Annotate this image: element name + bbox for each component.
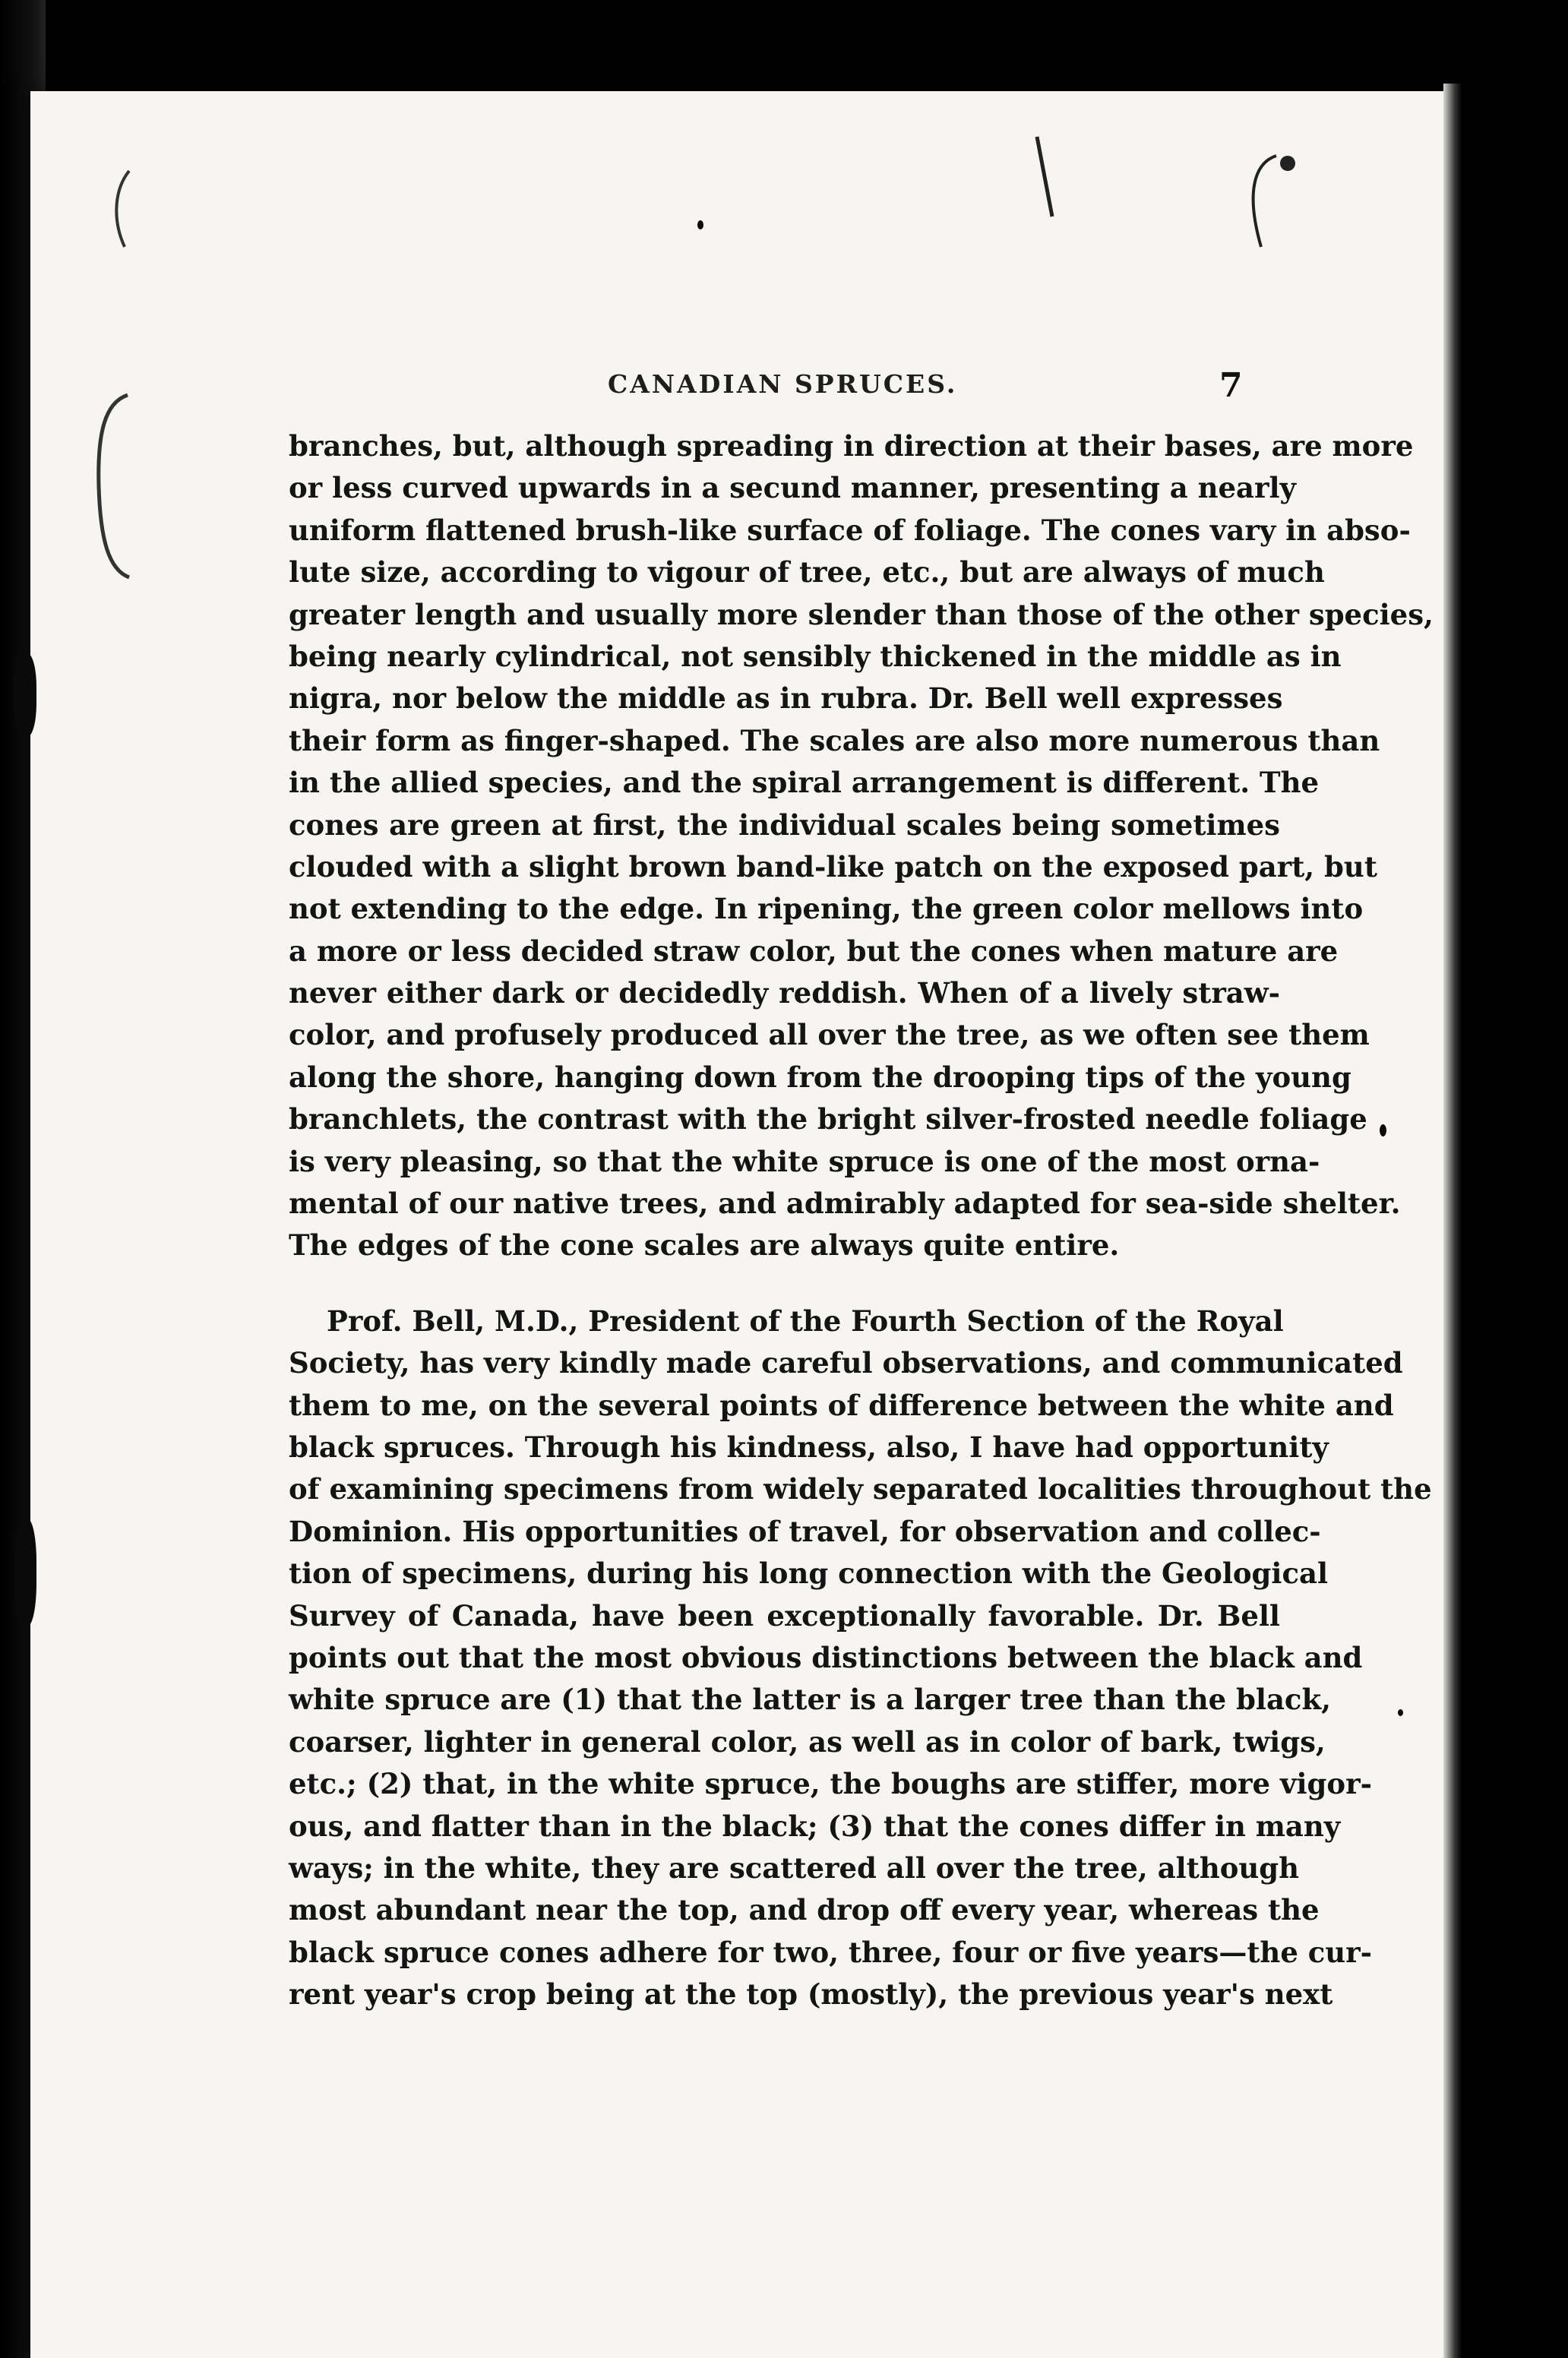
paragraph-1 [289,425,1434,1267]
text-line: is very pleasing, so that the white spruce is one of the most orna- [289,1144,1320,1178]
text-line: being nearly cylindrical, not sensibly thickened in the middle as in [289,639,1342,673]
body-text [289,425,1434,2015]
text-line: clouded with a slight brown band-like patch on the exposed part, but [289,849,1377,883]
running-title: CANADIAN SPRUCES. [608,369,958,399]
scan-mark-tick-icon [1029,133,1090,224]
text-line: most abundant near the top, and drop off every year, whereas the [289,1893,1320,1927]
scan-mark-curve-icon [106,167,137,251]
scan-speck [1398,1709,1403,1716]
text-line: never either dark or decidedly reddish. When of a lively straw- [289,976,1280,1010]
text-line: Dominion. His opportunities of travel, for observation and collec- [289,1514,1321,1548]
text-line: coarser, lighter in general color, as well as in color of bark, twigs, [289,1724,1326,1759]
text-line: ous, and flatter than in the black; (3) that the cones differ in many [289,1809,1341,1843]
paragraph-2 [289,1301,1432,2016]
text-line: their form as finger-shaped. The scales are also more numerous than [289,723,1380,757]
scan-speck [697,220,703,229]
text-line: of examining specimens from widely separated localities throughout the [289,1472,1432,1506]
scan-mark-bracket-icon [90,387,135,585]
scan-speck [1380,1124,1386,1136]
scan-smudge [14,653,36,737]
scan-mark-hook-icon [1231,148,1307,254]
text-line: or less curved upwards in a secund manner, presenting a nearly [289,471,1297,505]
text-line: cones are green at first, the individual scales being sometimes [289,808,1280,842]
book-page [30,91,1443,2358]
text-line: Survey of Canada, have been exceptionally favorable. Dr. Bell [289,1598,1280,1633]
text-line: The edges of the cone scales are always quite entire. [289,1228,1120,1263]
page-edge [1443,84,1462,2358]
text-line: black spruces. Through his kindness, also, I have had opportunity [289,1430,1329,1464]
text-line: nigra, nor below the middle as in rubra. Dr. Bell well expresses [289,681,1283,716]
running-head [30,366,1443,415]
text-line: etc.; (2) that, in the white spruce, the boughs are stiffer, more vigor- [289,1767,1372,1801]
text-line: uniform flattened brush-like surface of foliage. The cones vary in abso- [289,513,1411,547]
text-line: black spruce cones adhere for two, three, four or five years—the cur- [289,1935,1373,1969]
text-line: branchlets, the contrast with the bright silver-frosted needle foliage [289,1102,1367,1136]
text-line: tion of specimens, during his long connection with the Geological [289,1557,1329,1591]
scan-smudge [15,1519,36,1626]
text-line: them to me, on the several points of difference between the white and [289,1388,1394,1422]
text-line: white spruce are (1) that the latter is a larger tree than the black, [289,1683,1331,1717]
text-line: Prof. Bell, M.D., President of the Fourth Section of the Royal [327,1304,1284,1338]
text-line: greater length and usually more slender than those of the other species, [289,597,1434,631]
text-line: lute size, according to vigour of tree, etc., but are always of much [289,555,1325,590]
text-line: along the shore, hanging down from the drooping tips of the young [289,1060,1351,1094]
text-line: a more or less decided straw color, but the cones when mature are [289,934,1339,968]
text-line: ways; in the white, they are scattered all over the tree, although [289,1851,1300,1885]
page-number: 7 [1219,366,1243,405]
paragraph-gap [289,1267,1280,1301]
text-line: not extending to the edge. In ripening, the green color mellows into [289,892,1364,926]
text-line: in the allied species, and the spiral arrangement is different. The [289,766,1320,800]
text-line: branches, but, although spreading in direction at their bases, are more [289,429,1414,463]
text-line: Society, has very kindly made careful observations, and communicated [289,1346,1403,1380]
text-line: rent year's crop being at the top (mostly), the previous year's next [289,1977,1333,2012]
text-line: color, and profusely produced all over the tree, as we often see them [289,1018,1370,1052]
text-line: mental of our native trees, and admirably adapted for sea-side shelter. [289,1187,1401,1221]
text-line: points out that the most obvious distinctions between the black and [289,1640,1363,1674]
